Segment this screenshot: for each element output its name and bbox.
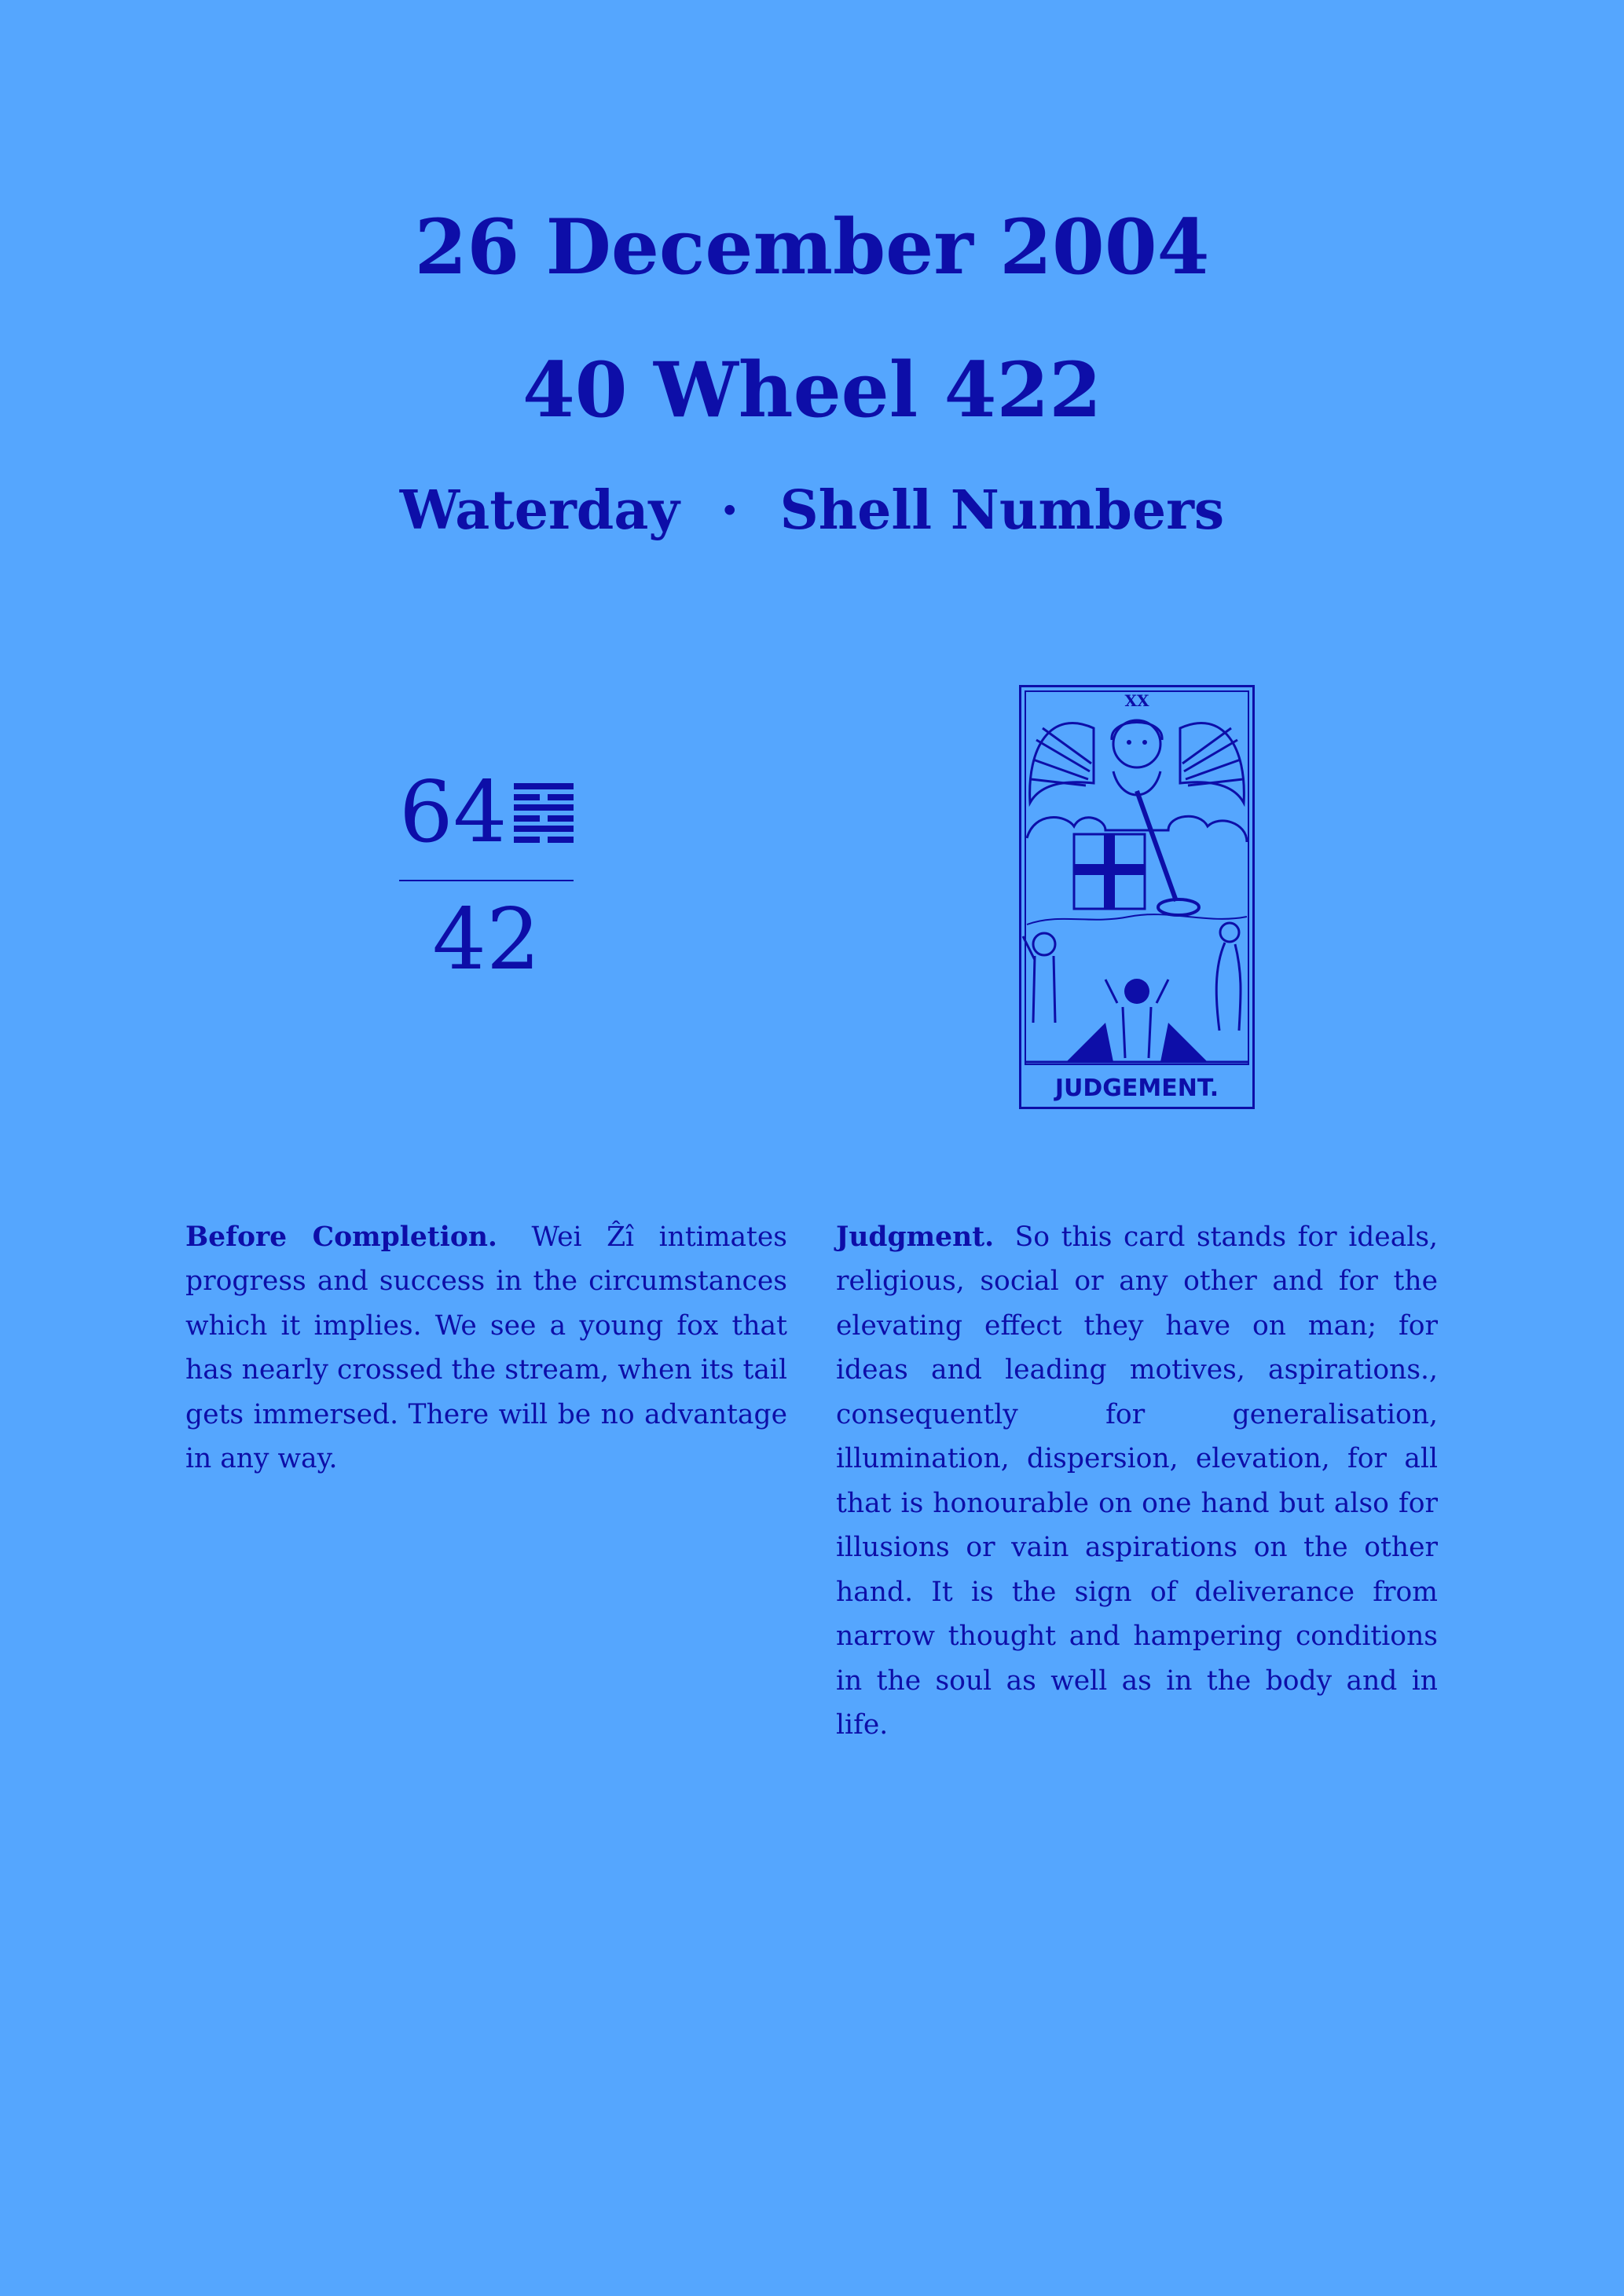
judgement-card-illustration — [1019, 685, 1255, 1109]
card-numeral: XX — [1124, 691, 1149, 710]
tarot-card-judgement — [1019, 685, 1255, 1109]
figure-center-icon — [1124, 979, 1149, 1004]
hexagram-name: Before Completion. — [185, 1221, 497, 1253]
hexagram-line-5 — [514, 826, 574, 832]
weekday-label: Waterday — [399, 479, 680, 542]
day-name-label: Shell Numbers — [779, 479, 1225, 542]
hexagram-line-4 — [514, 815, 574, 822]
hexagram-64-icon — [514, 783, 574, 843]
hexagram-line-6 — [514, 837, 574, 843]
hexagram-text: Wei Ẑî intimates progress and success in the circumstances which it implies. We see a young fox that has nearly crossed the stream, when its tail gets immersed. There will be no advantage in any way. — [185, 1221, 788, 1474]
page-title-date: 26 December 2004 — [414, 203, 1210, 291]
hexagram-fraction — [399, 754, 574, 999]
card-caption: JUDGEMENT. — [1054, 1075, 1219, 1102]
day-subtitle — [0, 478, 1624, 544]
separator-dot: · — [720, 479, 739, 542]
hexagram-number: 64 — [399, 764, 508, 862]
hexagram-line-3 — [514, 804, 574, 811]
tarot-text: So this card stands for ideals, religious, social or any other and for the elevating effect they have on man; for ideas and leading motives, aspirations., consequently for generalisation, illumination, dispersion, elevation, for all that is honourable on one hand but also for illusions or vain aspirations on the other hand. It is the sign of deliverance from narrow thought and hampering conditions in the soul as well as in the body and in life. — [836, 1221, 1438, 1741]
fraction-numerator — [399, 754, 574, 872]
hexagram-line-1 — [514, 783, 574, 789]
tarot-name: Judgment. — [836, 1221, 995, 1253]
tarot-description — [836, 1215, 1438, 1748]
hexagram-description — [185, 1215, 787, 1481]
fraction-denominator: 42 — [432, 891, 541, 989]
page-title-wheel-date: 40 Wheel 422 — [522, 346, 1102, 434]
hexagram-line-2 — [514, 794, 574, 800]
